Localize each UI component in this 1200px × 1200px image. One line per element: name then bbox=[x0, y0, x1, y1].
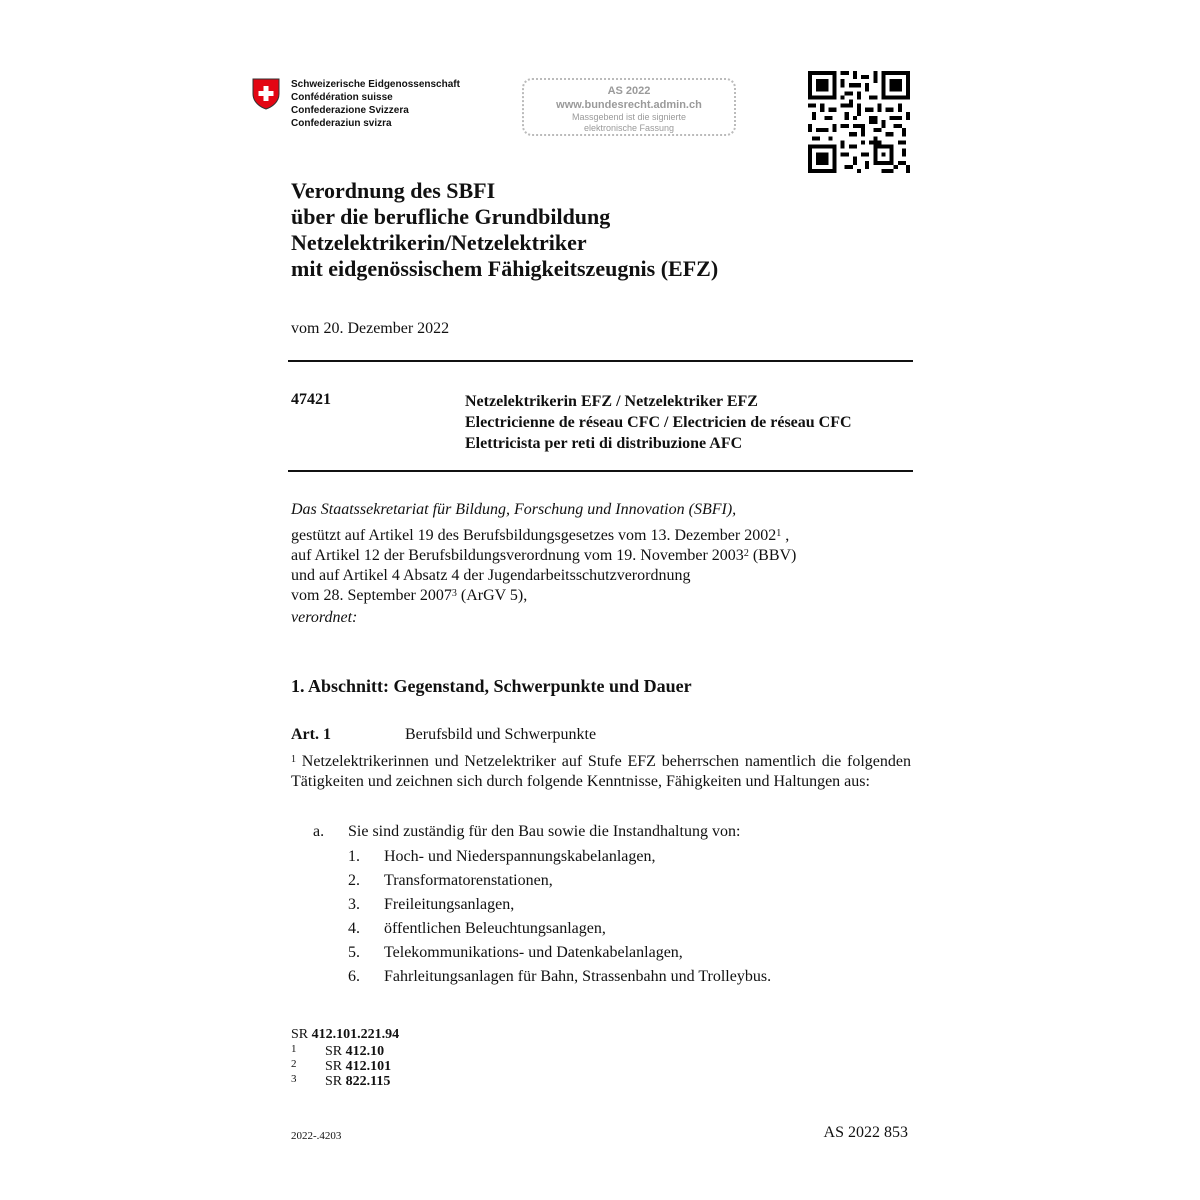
paragraph-number: 1 bbox=[291, 754, 296, 765]
sublist-item: 2. Transformatorenstationen, bbox=[348, 872, 553, 889]
decree-line: verordnet: bbox=[291, 609, 358, 626]
legal-basis-line: und auf Artikel 4 Absatz 4 der Jugendarbeitsschutzverordnung bbox=[291, 567, 691, 584]
footnotes bbox=[291, 1027, 399, 1089]
divider-bottom bbox=[288, 470, 913, 472]
footnote: 3 SR 822.115 bbox=[291, 1073, 391, 1089]
divider-top bbox=[288, 360, 913, 362]
article-heading bbox=[291, 726, 596, 744]
list-item-label: a. bbox=[313, 823, 325, 840]
paragraph-text: Netzelektrikerinnen und Netzelektriker auf Stufe EFZ beherrschen namentlich die folgenden Tätigkeiten und zeichnen sich durch folgende Kenntnisse, Fähigkeiten und Haltungen aus: bbox=[291, 753, 912, 790]
section-heading: 1. Abschnitt: Gegenstand, Schwerpunkte und Dauer bbox=[291, 676, 692, 696]
as-page-number: AS 2022 853 bbox=[823, 1124, 908, 1141]
legal-basis-line: gestützt auf Artikel 19 des Berufsbildungsgesetzes vom 13. Dezember 2002$^1$ , bbox=[291, 527, 790, 544]
list-item bbox=[313, 822, 740, 842]
sublist-item: 4. öffentlichen Beleuchtungsanlagen, bbox=[348, 920, 606, 937]
preamble bbox=[291, 500, 911, 628]
sublist-item: 1. Hoch- und Niederspannungskabelanlagen, bbox=[348, 848, 656, 865]
footnote-ref[interactable]: 3 bbox=[451, 588, 457, 599]
profession-names bbox=[465, 391, 852, 454]
stamp-note-line2: elektronische Fassung bbox=[583, 123, 675, 133]
stamp-note-line1: Massgebend ist die signierte bbox=[571, 112, 687, 122]
footnote: 2 SR 412.101 bbox=[291, 1058, 392, 1074]
swiss-cross-icon bbox=[252, 78, 280, 110]
publication-stamp bbox=[522, 78, 736, 136]
list-item-text: Sie sind zuständig für den Bau sowie die Instandhaltung von: bbox=[348, 823, 741, 840]
document-number: 2022-.4203 bbox=[291, 1130, 342, 1142]
article-paragraph bbox=[291, 752, 911, 792]
confederation-name-fr: Confédération suisse bbox=[291, 92, 393, 103]
confederation-name-it: Confederazione Svizzera bbox=[291, 105, 409, 116]
footnote-ref[interactable]: 1 bbox=[776, 528, 782, 539]
qr-code-icon bbox=[808, 71, 910, 173]
profession-code: 47421 bbox=[291, 391, 331, 408]
sublist bbox=[348, 847, 771, 991]
profession-name-it: Elettricista per reti di distribuzione AFC bbox=[465, 435, 743, 452]
footnote: 1 SR 412.10 bbox=[291, 1043, 385, 1059]
sublist-item: 5. Telekommunikations- und Datenkabelanlagen, bbox=[348, 944, 683, 961]
legal-basis bbox=[291, 526, 911, 606]
title-line: Verordnung des SBFI bbox=[291, 178, 496, 203]
title-line: Netzelektrikerin/Netzelektriker bbox=[291, 230, 587, 255]
confederation-name-rm: Confederaziun svizra bbox=[291, 118, 392, 129]
profession-name-de: Netzelektrikerin EFZ / Netzelektriker EFZ bbox=[465, 393, 758, 410]
title-line: über die berufliche Grundbildung bbox=[291, 204, 611, 229]
article-number: Art. 1 bbox=[291, 726, 331, 743]
ordinance-date: vom 20. Dezember 2022 bbox=[291, 320, 450, 337]
ordinance-title bbox=[291, 178, 718, 282]
legal-basis-line: auf Artikel 12 der Berufsbildungsverordnung vom 19. November 2003$^2$ (BBV) bbox=[291, 547, 797, 564]
confederation-names bbox=[291, 78, 460, 130]
legal-basis-line: vom 28. September 2007$^3$ (ArGV 5), bbox=[291, 587, 528, 604]
sr-reference: SR 412.101.221.94 bbox=[291, 1027, 400, 1042]
footnote-ref[interactable]: 2 bbox=[743, 548, 749, 559]
sublist-item: 6. Fahrleitungsanlagen für Bahn, Strassenbahn und Trolleybus. bbox=[348, 968, 772, 985]
confederation-name-de: Schweizerische Eidgenossenschaft bbox=[291, 79, 460, 90]
stamp-website-link[interactable]: www.bundesrecht.admin.ch bbox=[556, 99, 702, 111]
stamp-as-number: AS 2022 bbox=[607, 85, 651, 97]
title-line: mit eidgenössischem Fähigkeitszeugnis (EFZ) bbox=[291, 256, 719, 281]
sublist-item: 3. Freileitungsanlagen, bbox=[348, 896, 515, 913]
article-title: Berufsbild und Schwerpunkte bbox=[405, 726, 597, 743]
profession-name-fr: Electricienne de réseau CFC / Electricien de réseau CFC bbox=[465, 414, 852, 431]
issuer-line: Das Staatssekretariat für Bildung, Forschung und Innovation (SBFI), bbox=[291, 501, 737, 518]
